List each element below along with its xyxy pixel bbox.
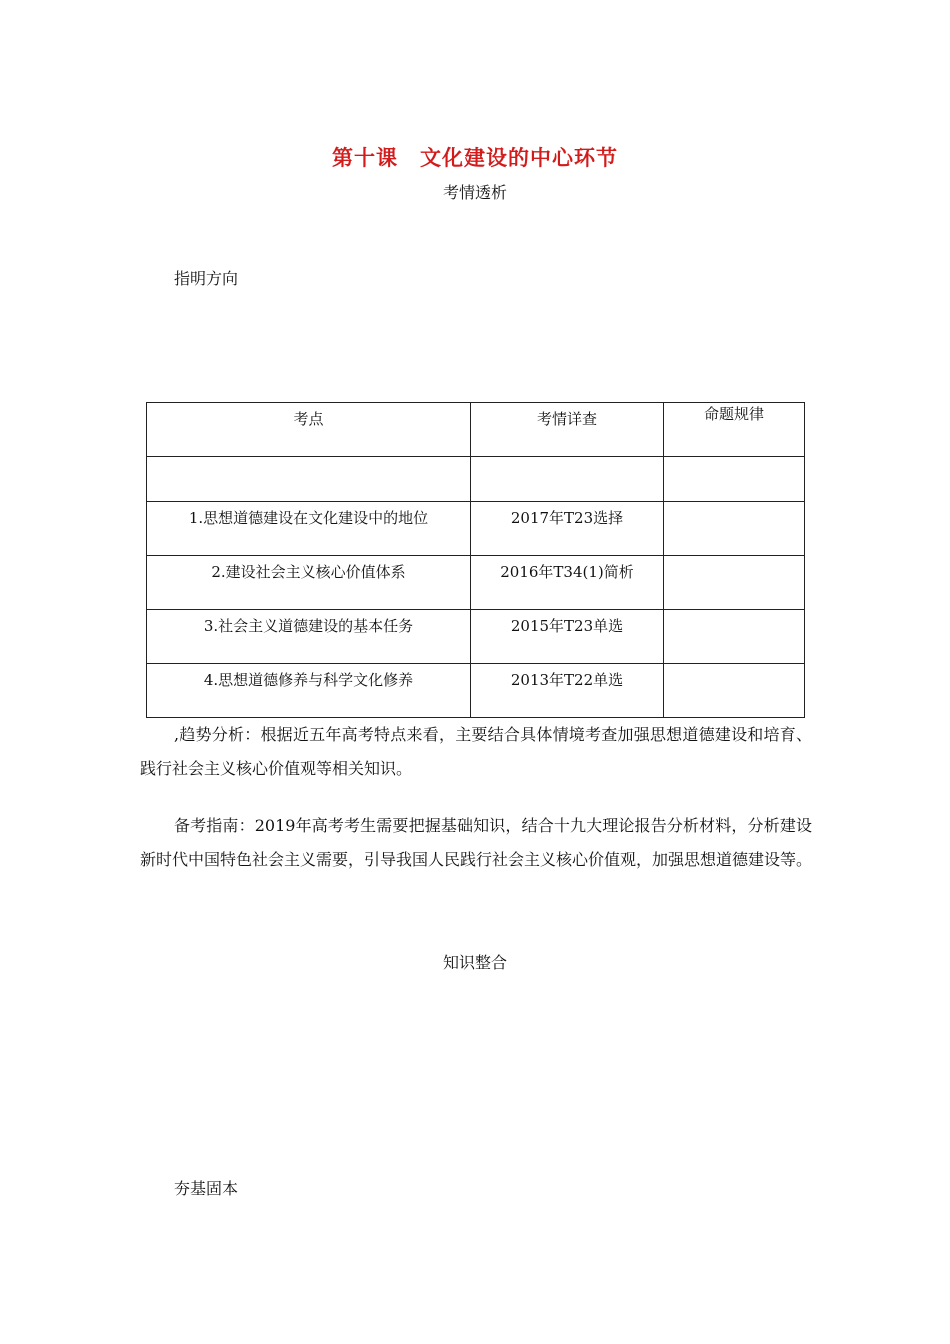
table-cell-point: 1.思想道德建设在文化建设中的地位 [147, 502, 471, 556]
table-row [147, 556, 805, 610]
table-header-cell: 命题规律 [664, 403, 805, 457]
table-cell-point: 2.建设社会主义核心价值体系 [147, 556, 471, 610]
table-cell [147, 457, 471, 502]
exam-guide-paragraph: 备考指南：2019年高考考生需要把握基础知识，结合十九大理论报告分析材料，分析建设新时代中国特色社会主义需要，引导我国人民践行社会主义核心价值观，加强思想道德建设等。 [140, 816, 813, 869]
section-foundation: 夯基固本 [174, 1179, 239, 1198]
table-cell [471, 457, 664, 502]
table-cell-detail: 2016年T34(1)简析 [471, 556, 664, 610]
section-subtitle: 考情透析 [442, 183, 507, 202]
table-cell-detail: 2015年T23单选 [471, 610, 664, 664]
exam-analysis-table [146, 402, 805, 718]
table-cell-point: 4.思想道德修养与科学文化修养 [147, 664, 471, 718]
trend-analysis-paragraph: ,趋势分析：根据近五年高考特点来看，主要结合具体情境考查加强思想道德建设和培育、践行社会主义核心价值观等相关知识。 [140, 725, 812, 778]
page-title: 第十课 文化建设的中心环节 [332, 146, 618, 170]
table-header-cell: 考点 [147, 403, 471, 457]
table-cell [664, 457, 805, 502]
table-cell-detail: 2013年T22单选 [471, 664, 664, 718]
table-cell-rule [664, 556, 805, 610]
table-row [147, 664, 805, 718]
table-cell-detail: 2017年T23选择 [471, 502, 664, 556]
table-header-cell: 考情详查 [471, 403, 664, 457]
section-direction: 指明方向 [174, 269, 239, 288]
table-cell-rule [664, 610, 805, 664]
table-header-row [147, 403, 805, 457]
table-row [147, 610, 805, 664]
table-row [147, 502, 805, 556]
table-row-empty [147, 457, 805, 502]
table-cell-rule [664, 664, 805, 718]
table-cell-point: 3.社会主义道德建设的基本任务 [147, 610, 471, 664]
table-cell-rule [664, 502, 805, 556]
section-knowledge: 知识整合 [442, 953, 507, 972]
